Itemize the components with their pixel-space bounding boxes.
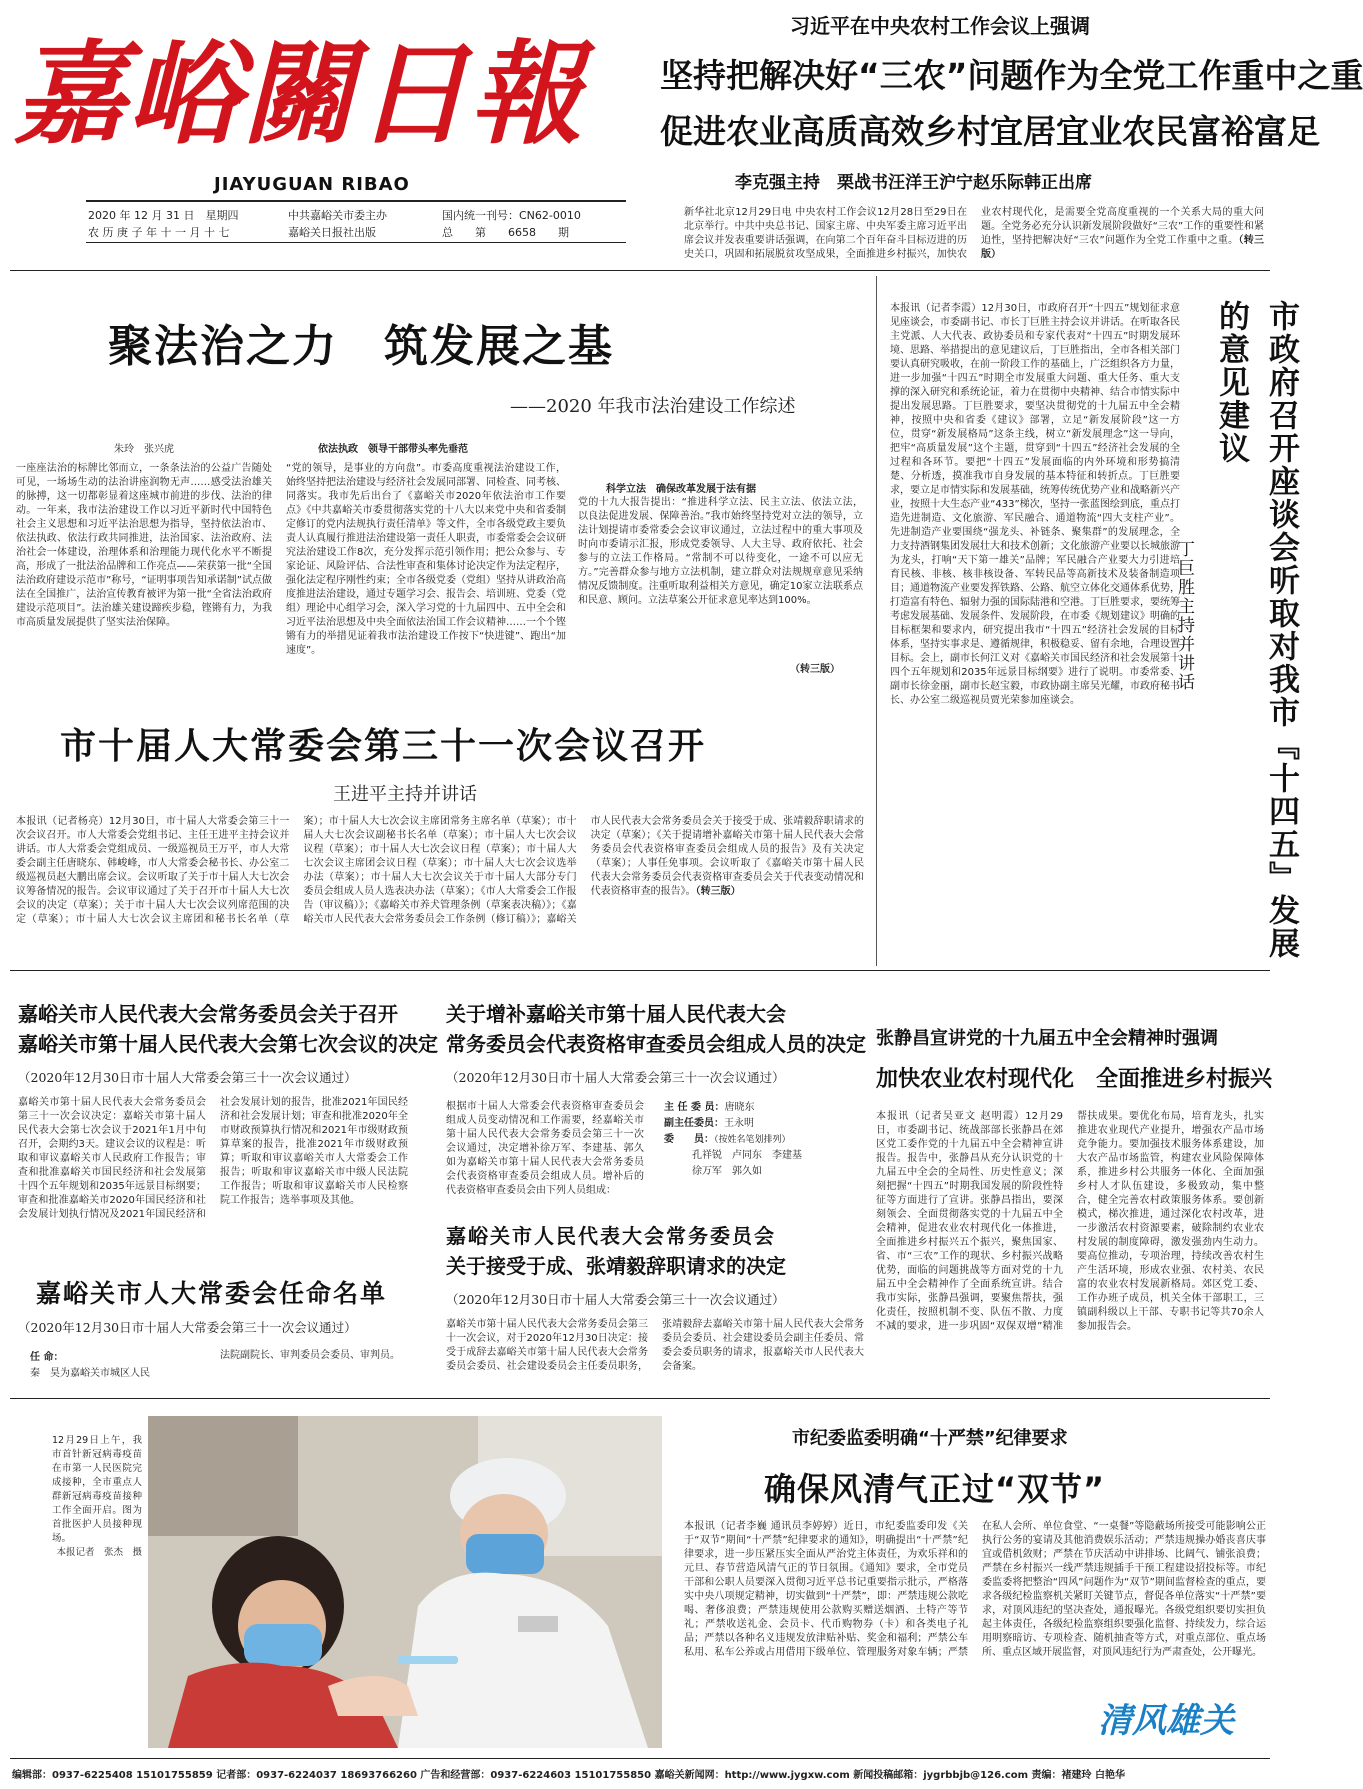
photo-caption [52, 1434, 142, 1560]
photo-caption-text: 12月29日上午，我市首针新冠病毒疫苗在市第一人民医院完成接种，全市重点人群新冠病毒疫苗接种工作全面开启。图为首批医护人员接种现场。 [52, 1435, 142, 1544]
appoint-title: 嘉峪关市人大常委会任命名单 [36, 1279, 388, 1308]
roster-vice-label: 副主任委员： [664, 1118, 724, 1129]
masthead-rule-top [86, 200, 626, 202]
decision3-body [446, 1318, 864, 1380]
law-author: 朱玲 张兴虎 [114, 444, 174, 455]
vaccination-photo [148, 1416, 662, 1748]
npc-body-text: 本报讯（记者杨亮）12月30日，市十届人大常委会第三十一次会议召开。市人大常委会党组书记、主任王进平主持会议并讲话。市人大常委会党组成员、一级巡视员王万平，市人大常委会副主任唐晓东、韩峻峰，市人大常委会秘书长、办公室二级巡视员赵大鹏出席会议。会议听取了关于市十届人大七次会议筹备情况的报告。会议审议通过了关于召开市十届人大七次会议的决定（草案）；关于市十届人大七次会议列席范围的决定（草案）；市十届人大七次会议主席团和秘书长名单（草案）；市十届人大七次会议主席团常务主席名单（草案）；市十届人大七次会议副秘书长名单（草案）；市十届人大七次会议议程（草案）；市十届人大七次会议日程（草案）；市十届人大七次会议主席团会议日程（草案）；市十届人大七次会议选举办法（草案）；市十届人大七次会议关于市十届人大部分专门委员会组成人员人选表决办法（草案）；《市人大常委会工作报告（审议稿）》；《嘉峪关市养犬管理条例（草案表决稿）》；《嘉峪关市人民代表大会常务委员会工作条例（修订稿）》；嘉峪关市人民代表大会常务委员会关于接受于成、张靖毅辞职请求的决定（草案）；《关于提请增补嘉峪关市第十届人民代表大会常务委员会代表资格审查委员会组成人员的报告》及有关决定（草案）；人事任免事项。会议听取了《嘉峪关市第十届人民代表大会常务委员会代表资格审查委员会关于代表变动情况和代表资格审查的报告》。 [16, 816, 864, 925]
zhang-body-text: 本报讯（记者吴亚文 赵明霞）12月29日，市委副书记、统战部部长张静昌在郊区党工委作党的十九届五中全会精神宣讲报告。报告中，张静昌从充分认识党的十九届五中全会的全局性、历史性意义；深刻把握“十四五”时期我国发展的阶段性特征等方面进行了宣讲。张静昌指出，要深刻领会、全面贯彻落实党的十九届五中全会精神，促进农业农村现代化一体推进，全面推进乡村振兴五个振兴，聚焦国家、省、市“三农”工作的现状、乡村振兴战略优势，面临的问题挑战等方面对党的十九届五中全会精神作了全面系统宣讲。结合我市实际，张静昌强调，要聚焦帮扶，强化责任，按照机制不变、队伍不散、力度不减的要求，进一步巩固“双保双增”精准帮扶成果。要优化布局，培育龙头，扎实推进农业现代产业提升，增强农产品市场竞争能力。要加强技术服务体系建设，加大农产品市场监管，构建农业风险保障体系，推进乡村公共服务一体化、全面加强乡村人才队伍建设，多极致动，集中整合，健全完善农村政策服务体系。要创新模式，梯次推进，通过深化农村改革，进一步激活农村资源要素，破除制约农业农村发展的制度障碍，激发强劲内生动力。要高位推动，专项治理，持续改善农村生产生活环境，形成农业强、农村美、农民富的农业农村发展新格局。郊区党工委、工作办班子成员，机关全体干部职工，三镇副科级以上干部、专职书记等共70余人参加报告会。 [876, 1111, 1264, 1332]
lead-kicker: 习近平在中央农村工作会议上强调 [790, 14, 1090, 38]
publisher-line: 嘉峪关日报社出版 [288, 226, 376, 239]
gov-vertical-sub: 丁巨胜主持并讲话 [1174, 540, 1194, 692]
zhang-body [876, 1110, 1264, 1392]
npc-title: 市十届人大常委会第三十一次会议召开 [60, 726, 707, 767]
law-body-1: 一座座法治的标牌比邻而立，一条条法治的公益广告随处可见，一场场生动的法治讲座润物无声……感受法治雄关的脉搏，这一切都彰显着这座城市前进的步伐、法治的律动。一年来，我市法治建设工作以习近平新时代中国特色社会主义思想和习近平法治思想为指导，坚持依法治市、依法执政、依法行政共同推进，法治国家、法治政府、法治社会一体建设，治理体系和治理能力现代化水平不断提高，形成了一批法治品牌和工作亮点——荣获第一批“全国法治政府建设示范市”称号，“证明事项告知承诺制”试点做法在全国推广，法治宣传教育被评为第一批“全省法治政府建设示范项目”。法治雄关建设蹄疾步稳，铿锵有力，为我市高质量发展提供了坚实法治保障。 [16, 463, 272, 628]
roster-chair-value: 唐晓东 [724, 1102, 755, 1113]
lead-title-1: 坚持把解决好“三农”问题作为全党工作重中之重 [660, 56, 1363, 95]
decision3-body-text: 嘉峪关市第十届人民代表大会常务委员会第三十一次会议，对于2020年12月30日决定：接受于成辞去嘉峪关市第十届人民代表大会常务委员会委员、社会建设委员会主任委员职务，张靖毅辞去嘉峪关市第十届人民代表大会常务委员会委员、社会建设委员会副主任委员、常委会委员职务的请求，报嘉峪关市人民代表大会备案。 [446, 1319, 864, 1372]
decision3-sub: （2020年12月30日市十届人大常委会第三十一次会议通过） [446, 1292, 785, 1307]
gov-body-text: 本报讯（记者李霞）12月30日，市政府召开“十四五”规划征求意见座谈会，市委副书记、市长丁巨胜主持会议并讲话。在听取各民主党派、人大代表、政协委员和专家代表对“十四五”时期发展环境、思路、举措提出的意见建议后，丁巨胜指出，全市各相关部门要认真研究吸收，在前一阶段工作的基础上，广泛组织各方力量，进一步加强“十四五”时期全市发展重大问题、重大任务、重大支撑的深入研究和系统论证，着力在贯彻中央精神、结合市情实际中提出发展思路。丁巨胜要求，要坚决贯彻党的十九届五中全会精神，按照中央和省委《建议》部署，立足“新发展阶段”这一方位，贯穿“新发展格局”这条主线，树立“新发展理念”这一导向，把牢“高质量发展”这个主题，贯穿到“十四五”经济社会发展的全过程和各环节。要把“十四五”发展面临的内外环境和形势搞清楚、分析透，摸准我市自身发展的基本特征和转折点。丁巨胜要求，要立足市情实际和发展基础，统筹传统优势产业和战略新兴产业，按照十大生态产业“433”梯次，坚持一张蓝图绘到底，重点打造先进制造、文化旅游、军民融合、通道物流“四大支柱产业”。先进制造产业要围绕“强龙头、补链条、聚集群”的发展理念，全力支持酒钢集团发展壮大和技术创新；文化旅游产业要以长城旅游为龙头，打响“天下第一雄关”品牌；军民融合产业要大力引进培育民核、非核、核非核设备、军转民品等高新技术及装备制造项目；通道物流产业要发挥铁路、公路、航空立体化交通体系优势，打造富有特色、辐射力强的国际陆港和空港。丁巨胜要求，要统筹考虑发展基础、发展条件、发展阶段，在市委《规划建议》明确的目标框架和要求内，研究提出我市“十四五”经济社会发展的目标体系，坚持实事求是、遵循规律，积极稳妥、留有余地，合理设置目标。会上，副市长何江义对《嘉峪关市国民经济和社会发展第十四个五年规划和2035年远景目标纲要》进行了说明。市委常委、副市长徐金丽，副市长赵宝毅，市政协副主席吴光耀，市政府秘书长、办公室二级巡视员贾光荣参加座谈会。 [890, 303, 1180, 706]
appoint-line-1: 秦 昊为嘉峪关市城区人民 [30, 1368, 150, 1379]
right-column-divider [876, 276, 877, 966]
zhang-title: 加快农业农村现代化 全面推进乡村振兴 [876, 1067, 1273, 1092]
decision1-body-text: 嘉峪关市第十届人民代表大会常务委员会第三十一次会议决定：嘉峪关市第十届人民代表大会第七次会议于2021年1月中旬召开，会期约3天。建议会议的议程是：听取和审议嘉峪关市人民政府工作报告；审查和批准嘉峪关市国民经济和社会发展第十四个五年规划和2035年远景目标纲要；审查和批准嘉峪关市2020年国民经济和社会发展计划执行情况及2021年国民经济和社会发展计划的报告，批准2021年国民经济和社会发展计划；审查和批准2020年全市财政预算执行情况和2021年市级财政预算草案的报告，批准2021年市级财政预算；听取和审议嘉峪关市人大常委会工作报告；听取和审议嘉峪关市中级人民法院工作报告；听取和审议嘉峪关市人民检察院工作报告；选举事项及其他。 [18, 1097, 408, 1220]
law-col1 [16, 462, 272, 682]
discipline-body-text: 本报讯（记者李巍 通讯员李婷婷）近日，市纪委监委印发《关于“双节”期间“十严禁”纪律要求的通知》，明确提出“十严禁”纪律要求，进一步压紧压实全面从严治党主体责任，为欢乐祥和的元旦、春节营造风清气正的节日氛围。《通知》要求，全市党员干部和公职人员要深入贯彻习近平总书记重要指示批示，严格落实中央八项规定精神，切实做到“十严禁”，即：严禁违规公款吃喝、奢侈浪费；严禁违规使用公款购买赠送烟酒、土特产等节礼；严禁收送礼金、会员卡、代币购物券（卡）和各类电子礼品；严禁以各种名义违规发放津贴补贴、奖金和福利；严禁公车私用、私车公养或占用借用下级单位、管理服务对象车辆；严禁在私人会所、单位食堂、“一桌餐”等隐蔽场所接受可能影响公正执行公务的宴请及其他消费娱乐活动；严禁违规操办婚丧喜庆事宜或借机敛财；严禁在节庆活动中讲排场、比阔气、铺张浪费；严禁在乡村振兴一线严禁违规插手干预工程建设招投标等。市纪委监委将把整治“四风”问题作为“双节”期间监督检查的重点，要求各级纪检监察机关紧盯关键节点，督促各单位落实“十严禁”要求，对顶风违纪的坚决查处，通报曝光。各级党组织要切实担负起主体责任，各级纪检监察组织要强化监督、持续发力，综合运用明察暗访、专项检查、随机抽查等方式，对重点部位、重点场所、重点区域开展监督，对顶风违纪行为严肃查处，公开曝光。 [684, 1521, 1266, 1658]
decision2-roster [664, 1100, 864, 1180]
appoint-line-2: 法院副院长、审判委员会委员、审判员。 [220, 1350, 400, 1361]
law-continue: （转三版） [790, 664, 840, 675]
decision2-title-1: 关于增补嘉峪关市第十届人民代表大会 [446, 1002, 786, 1026]
clean-wind-logo-text: 清风雄关 [1098, 1701, 1234, 1741]
discipline-kicker: 市纪委监委明确“十严禁”纪律要求 [792, 1428, 1068, 1449]
gov-vertical-title: 市政府召开座谈会听取对我市『十四五』发展的意见建议 [1213, 300, 1299, 960]
decision3-title-1: 嘉峪关市人民代表大会常务委员会 [446, 1224, 776, 1248]
masthead-pinyin: JIAYUGUAN RIBAO [214, 174, 410, 195]
decision1-title-1: 嘉峪关市人民代表大会常务委员会关于召开 [18, 1002, 398, 1026]
vaccination-photo-illustration [148, 1416, 662, 1748]
masthead-title: 嘉峪關日報 [14, 29, 584, 160]
lunar-line: 农 历 庚 子 年 十 一 月 十 七 [88, 226, 230, 239]
section-divider-1 [10, 270, 1270, 271]
section-divider-2 [10, 970, 1270, 971]
lead-title-2: 促进农业高质高效乡村宜居宜业农民富裕富足 [660, 112, 1320, 151]
discipline-title: 确保风清气正过“双节” [764, 1470, 1106, 1508]
npc-continue: （转三版） [695, 886, 741, 897]
photo-credit: 本报记者 张杰 摄 [56, 1547, 142, 1558]
lead-sub: 李克强主持 栗战书汪洋王沪宁赵乐际韩正出席 [735, 173, 1092, 193]
roster-members-label: 委 员： [664, 1134, 714, 1145]
decision1-title-2: 嘉峪关市第十届人民代表大会第七次会议的决定 [18, 1032, 438, 1056]
roster-names-1: 孔祥锐 卢同东 李建基 [692, 1150, 802, 1161]
appoint-label: 任 命： [30, 1352, 64, 1363]
roster-names-2: 徐万军 郭久如 [692, 1166, 762, 1177]
decision1-sub: （2020年12月30日市十届人大常委会第三十一次会议通过） [18, 1070, 357, 1085]
law-section-2: 科学立法 确保改革发展于法有据 [606, 484, 756, 495]
decision3-title-2: 关于接受于成、张靖毅辞职请求的决定 [446, 1254, 786, 1278]
law-section-1: 依法执政 领导干部带头率先垂范 [318, 444, 468, 455]
law-body-2: “党的领导，是事业的方向盘”。市委高度重视法治建设工作，始终坚持把法治建设与经济社会发展同部署、同检查、同考核、同落实。我市先后出台了《嘉峪关市2020年依法治市工作要点》《中共嘉峪关市委贯彻落实党的十八大以来党中央和省委制定修订的党内法规执行责任清单》等文件，全市各级党政主要负责人认真履行推进法治建设第一责任人职责，市委常委会会议研究法治建设工作8次，充分发挥示范引领作用；把公众参与、专家论证、风险评估、合法性审查和集体讨论决定作为法定程序，强化法定程序刚性约束；全市各级党委（党组）坚持从讲政治高度推进法治建设，通过专题学习会、报告会、培训班、党委（党组）理论中心组学习会，深入学习党的十九届四中、五中全会和习近平法治思想及中央全面依法治国工作会议精神……一个个铿锵有力的举措见证着我市法治建设工作按下“快进键”、跑出“加速度”。 [286, 463, 566, 656]
decision2-body-text: 根据市十届人大常委会代表资格审查委员会组成人员变动情况和工作需要，经嘉峪关市第十届人民代表大会常务委员会第三十一次会议通过，决定增补徐万军、李建基、郭久如为嘉峪关市第十届人民代表大会常务委员会代表资格审查委员会组成人员。增补后的代表资格审查委员会由下列人员组成： [446, 1101, 644, 1196]
lead-body [684, 206, 1264, 262]
decision2-title-2: 常务委员会代表资格审查委员会组成人员的决定 [446, 1032, 866, 1056]
law-col3 [578, 496, 863, 666]
roster-vice-value: 王永明 [724, 1118, 754, 1129]
decision2-body [446, 1100, 644, 1202]
roster-row-vice [664, 1116, 864, 1132]
gov-body [890, 302, 1180, 962]
sponsor-line: 中共嘉峪关市委主办 [288, 209, 387, 222]
roster-members-note: （按姓名笔划排列） [714, 1135, 791, 1145]
clean-wind-logo [1068, 1690, 1264, 1752]
lead-body-text: 新华社北京12月29日电 中央农村工作会议12月28日至29日在北京举行。中共中央总书记、国家主席、中央军委主席习近平出席会议并发表重要讲话强调，在向第二个百年奋斗目标迈进的历史关口，巩固和拓展脱贫攻坚成果，全面推进乡村振兴，加快农业农村现代化，是需要全党高度重视的一个关系大局的重大问题。全党务必充分认识新发展阶段做好“三农”工作的重要性和紧迫性，坚持把解决好“三农”问题作为全党工作重中之重。 [684, 207, 1264, 260]
masthead-rule-bottom [86, 242, 626, 243]
footer-contact: 编辑部：0937-6225408 15101755859 记者部：0937-6224037 18693766260 广告和经营部：0937-6224603 15101755850 嘉峪关新闻网：http://www.jygxw.com 新闻投稿邮箱：jygrbbjb@126.com 责编：褚建玲 白艳华 [12, 1770, 1126, 1781]
issue-line: 总 第 6658 期 [442, 226, 569, 239]
lead-continue: （转三版） [981, 235, 1264, 260]
decision2-sub: （2020年12月30日市十届人大常委会第三十一次会议通过） [446, 1070, 785, 1085]
section-divider-3 [10, 1398, 1270, 1399]
npc-body [16, 815, 864, 955]
cn-line: 国内统一刊号：CN62-0010 [442, 209, 581, 222]
footer-rule [10, 1758, 1270, 1759]
law-body-3: 党的十九大报告提出：“推进科学立法、民主立法、依法立法，以良法促进发展、保障善治。”我市始终坚持党对立法的领导，立法计划提请市委常委会会议审议通过，立法过程中的重大事项及时向市委请示汇报，形成党委领导、人大主导、政府依托、社会参与的立法工作格局。“常制不可以待变化，一途不可以应无方。”完善群众参与地方立法机制，建立群众对法规规章意见采纳情况反馈制度。注重听取利益相关方意见，确定10家立法联系点和民意、顾问。立法草案公开征求意见率达到100%。 [578, 497, 863, 606]
law-title: 聚法治之力 筑发展之基 [108, 321, 614, 372]
decision1-body [18, 1096, 408, 1238]
roster-row-members [664, 1132, 864, 1148]
zhang-kicker: 张静昌宣讲党的十九届五中全会精神时强调 [876, 1028, 1218, 1049]
date-line: 2020 年 12 月 31 日 星期四 [88, 209, 239, 222]
roster-chair-label: 主 任 委 员： [664, 1102, 725, 1113]
appoint-sub: （2020年12月30日市十届人大常委会第三十一次会议通过） [18, 1320, 357, 1335]
npc-sub: 王进平主持并讲话 [333, 784, 477, 805]
law-col2 [286, 462, 566, 682]
roster-row-chair [664, 1100, 864, 1116]
law-subtitle: ——2020 年我市法治建设工作综述 [510, 396, 796, 417]
